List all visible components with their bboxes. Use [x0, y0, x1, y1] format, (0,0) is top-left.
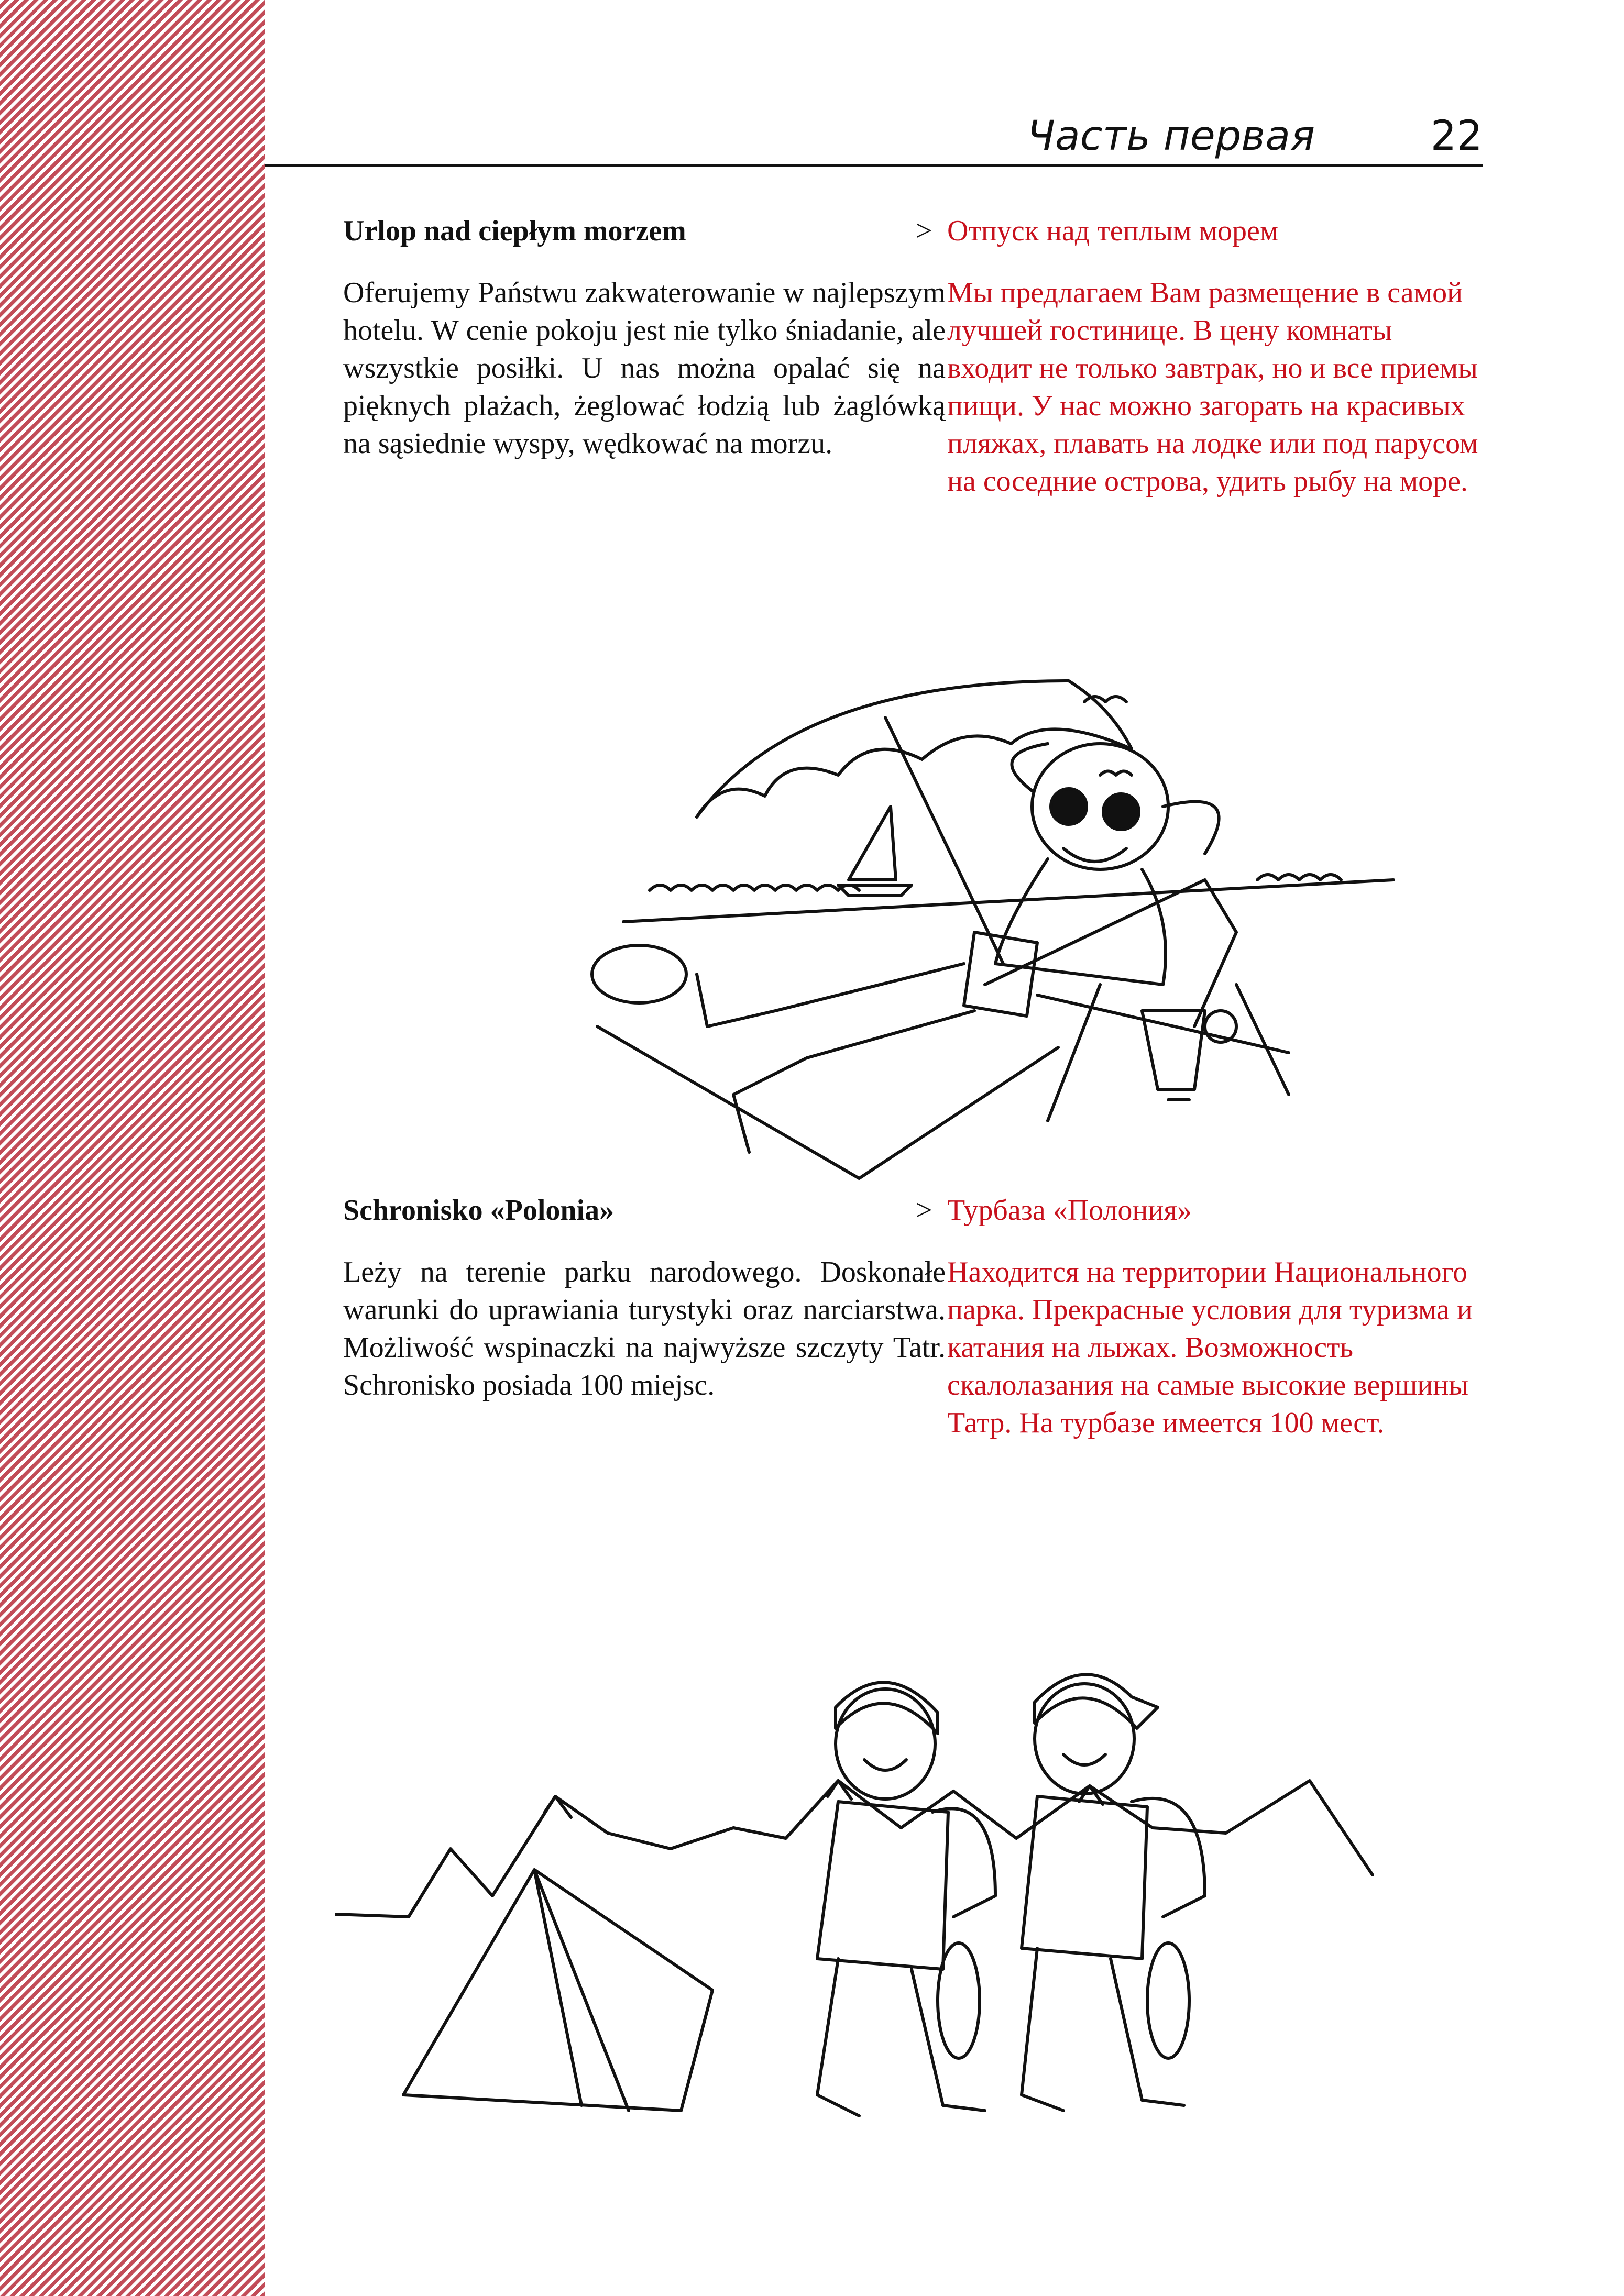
hiker1-smile: [864, 1760, 906, 1770]
page-number: 22: [1430, 113, 1483, 160]
hiker1-backpack: [932, 1808, 995, 1917]
tent: [403, 1870, 712, 2111]
person-smile: [1063, 848, 1126, 862]
person-legs: [697, 964, 974, 1152]
hiker2-head: [1035, 1684, 1134, 1794]
hiker1-legs: [817, 1959, 985, 2116]
section2-polish-heading: Schronisko «Polonia»: [343, 1194, 615, 1227]
beach-sunbather-illustration: [576, 649, 1414, 1184]
section2-russian-body: Находится на территории Национального парка. Прекрасные условия для туризма и катания на лыжах. Возможность скалолазания на самые высокие вершины Татр. На турбазе имеется 100 мест.: [947, 1256, 1473, 1439]
sunglasses-left: [1051, 789, 1087, 824]
hiker2-bandana: [1035, 1674, 1158, 1728]
section2-arrow: >: [916, 1194, 932, 1227]
section1-polish-body: Oferujemy Państwu zakwaterowanie w najlepszym hotelu. W cenie pokoju jest nie tylko śniadanie, ale wszystkie posiłki. U nas można opalać się na pięknych plażach, żeglować łodzią lub żaglówką na sąsiednie wyspy, wędkować na morzu.: [343, 277, 946, 460]
person-torso: [995, 859, 1166, 985]
mountain-snowcaps: [545, 1781, 1103, 1817]
section2-russian-heading: Турбаза «Полония»: [947, 1194, 1192, 1227]
mountain-range: [335, 1781, 1373, 1917]
section2-polish-body: Leży na terenie parku narodowego. Doskonałe warunki do uprawiania turystyki oraz narciarstwa. Możliwość wspinaczki na najwyższe szczyty Tatr. Schronisko posiada 100 miejsc.: [343, 1256, 946, 1401]
section1-russian: [947, 212, 1482, 500]
page-header: [265, 102, 1483, 168]
swim-ring: [592, 945, 686, 1003]
hiker1-rope: [938, 1943, 980, 2058]
hiker1-body: [817, 1802, 948, 1969]
section2-polish: [343, 1191, 946, 1404]
section1-polish: [343, 212, 946, 462]
beach-towel: [597, 1026, 1058, 1178]
section1-russian-heading: Отпуск над теплым морем: [947, 215, 1279, 247]
section1-russian-body: Мы предлагаем Вам размещение в самой лучшей гостинице. В цену комнаты входит не только завтрак, но и все приемы пищи. У нас можно загорать на красивых пляжах, плавать на лодке или под парусом на соседние острова, удить рыбу на море.: [947, 277, 1478, 498]
hiker2-smile: [1063, 1754, 1105, 1765]
section1-arrow: >: [916, 215, 932, 247]
decorative-stripe-margin: [0, 0, 265, 2296]
section2-russian: [947, 1191, 1482, 1442]
hiker2-legs: [1022, 1948, 1184, 2111]
section1-polish-heading: Urlop nad ciepłym morzem: [343, 215, 686, 247]
sailboat: [838, 807, 912, 896]
hikers-mountains-illustration: [335, 1624, 1383, 2142]
sunglasses-right: [1103, 794, 1139, 830]
header-rule: [265, 164, 1483, 167]
hiker2-rope: [1147, 1943, 1189, 2058]
chapter-title: Часть первая: [1027, 113, 1315, 160]
hiker1-head: [836, 1689, 935, 1799]
umbrella-pole: [885, 718, 1003, 964]
